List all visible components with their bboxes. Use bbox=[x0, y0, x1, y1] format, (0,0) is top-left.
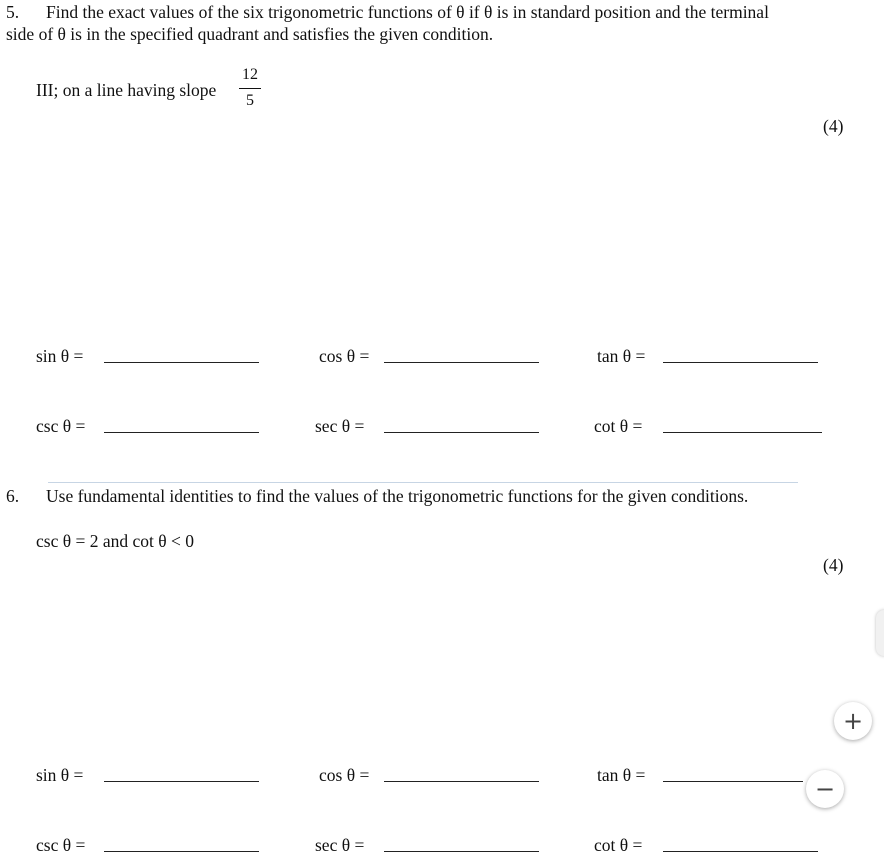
slope-numerator: 12 bbox=[242, 66, 258, 83]
q5-sin-label: sin θ = bbox=[36, 346, 84, 366]
minus-icon: − bbox=[814, 775, 836, 803]
q5-marks: (4) bbox=[823, 116, 844, 136]
q5-sin-answer-line[interactable] bbox=[104, 362, 259, 363]
q6-cot-label: cot θ = bbox=[594, 835, 643, 855]
q5-cot-label: cot θ = bbox=[594, 416, 643, 436]
q5-sec-answer-line[interactable] bbox=[384, 432, 539, 433]
q6-number: 6. bbox=[6, 486, 20, 506]
q5-tan-answer-line[interactable] bbox=[663, 362, 818, 363]
q5-cos-label: cos θ = bbox=[319, 346, 370, 366]
q6-sin-label: sin θ = bbox=[36, 765, 84, 785]
q6-sec-answer-line[interactable] bbox=[384, 851, 539, 852]
slope-denominator: 5 bbox=[246, 92, 254, 109]
q6-sec-label: sec θ = bbox=[315, 835, 365, 855]
q5-number: 5. bbox=[6, 2, 20, 22]
zoom-out-button[interactable] bbox=[806, 770, 844, 808]
q6-marks: (4) bbox=[823, 555, 844, 575]
side-panel-handle[interactable] bbox=[876, 610, 884, 656]
q5-tan-label: tan θ = bbox=[597, 346, 646, 366]
q6-tan-label: tan θ = bbox=[597, 765, 646, 785]
q5-sec-label: sec θ = bbox=[315, 416, 365, 436]
q6-sin-answer-line[interactable] bbox=[104, 781, 259, 782]
fraction-bar bbox=[239, 88, 261, 89]
q6-cos-label: cos θ = bbox=[319, 765, 370, 785]
q6-csc-label: csc θ = bbox=[36, 835, 86, 855]
q5-condition: III; on a line having slope bbox=[36, 80, 217, 100]
q5-cos-answer-line[interactable] bbox=[384, 362, 539, 363]
q6-condition: csc θ = 2 and cot θ < 0 bbox=[36, 531, 194, 551]
plus-icon: + bbox=[842, 707, 864, 735]
q5-csc-answer-line[interactable] bbox=[104, 432, 259, 433]
q5-csc-label: csc θ = bbox=[36, 416, 86, 436]
q6-cot-answer-line[interactable] bbox=[663, 851, 818, 852]
q6-text: Use fundamental identities to find the values of the trigonometric functions for the given conditions. bbox=[46, 486, 749, 506]
q6-cos-answer-line[interactable] bbox=[384, 781, 539, 782]
zoom-in-button[interactable] bbox=[834, 702, 872, 740]
q5-text-line1: Find the exact values of the six trigonometric functions of θ if θ is in standard position and the terminal bbox=[46, 2, 769, 22]
q5-text-line2: side of θ is in the specified quadrant and satisfies the given condition. bbox=[6, 24, 494, 44]
section-divider bbox=[48, 482, 798, 483]
q6-tan-answer-line[interactable] bbox=[663, 781, 803, 782]
q6-csc-answer-line[interactable] bbox=[104, 851, 259, 852]
q5-cot-answer-line[interactable] bbox=[663, 432, 822, 433]
